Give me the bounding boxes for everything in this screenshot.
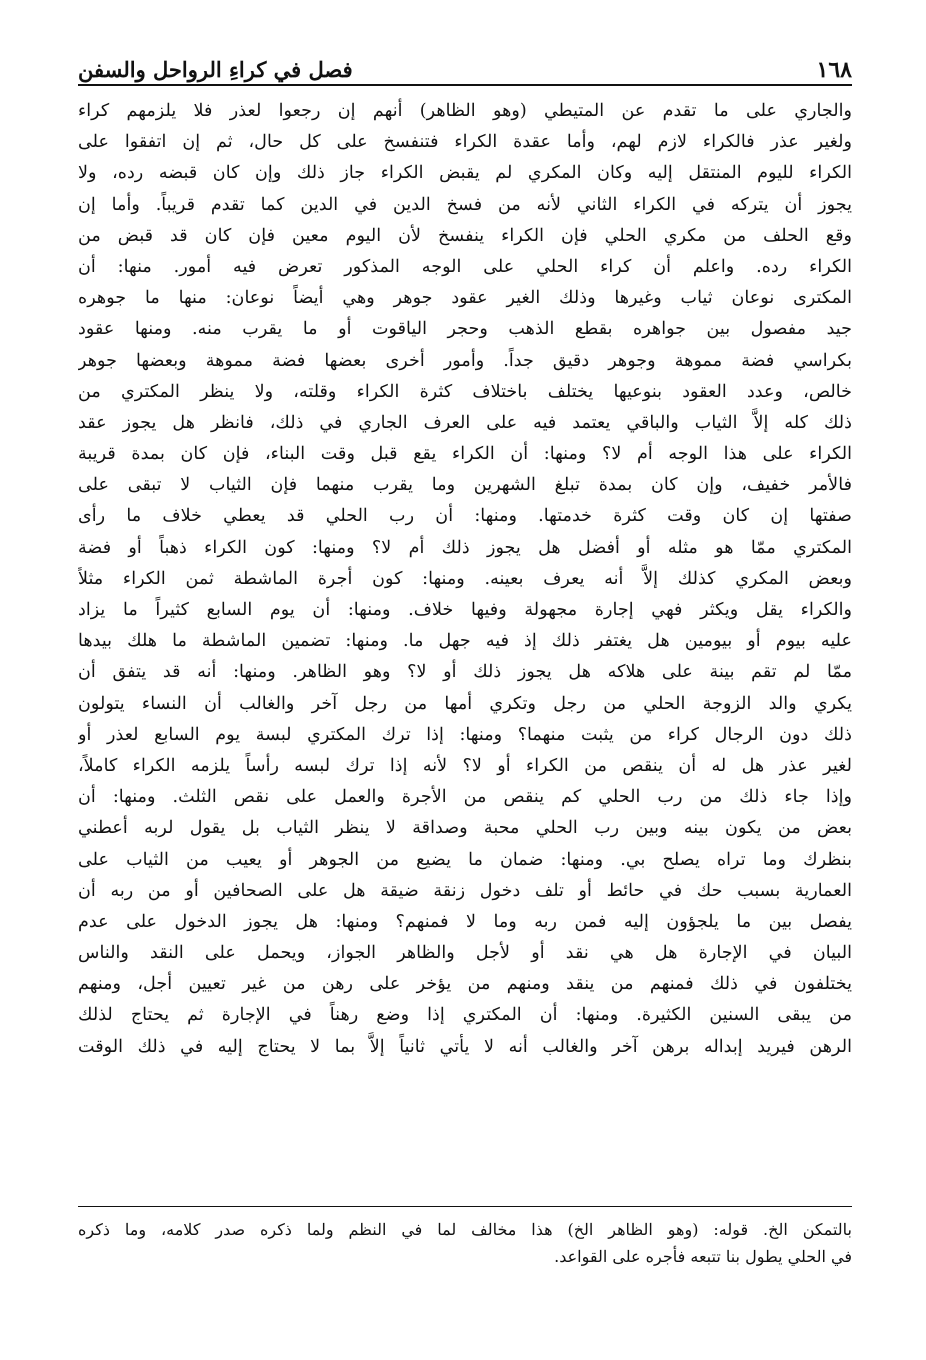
text-line: من يبقى السنين الكثيرة. ومنها: أن المكتري إذا وضع رهناً في الإجارة ثم يحتاج لذلك bbox=[78, 1005, 852, 1026]
text-line: والجاري على ما تقدم عن المتيطي (وهو الظاهر) أنهم إن رجعوا لعذر فلا يلزمهم كراء bbox=[78, 101, 852, 121]
text-line: لغير عذر هل له أن ينقص من الكراء أو لا؟ لأنه إذا ترك لبسه رأساً يلزمه الكراء كاملاً، bbox=[78, 755, 852, 776]
book-page bbox=[78, 40, 852, 1320]
text-line: المكتري ممّا هو مثله أو أفضل هل يجوز ذلك أم لا؟ ومنها: كون الكراء ذهباً أو فضة bbox=[78, 537, 852, 558]
text-line: والكراء يقل ويكثر فهي إجارة مجهولة وفيها خلاف. ومنها: أن يوم السابع كثيراً ما يزاد bbox=[78, 600, 852, 620]
text-line: يفصل بين ما يلجؤون إليه فمن ربه وما لا فمنهم؟ ومنها: هل يجوز الدخول على عدم bbox=[78, 911, 852, 932]
text-line: بكراسي فضة مموهة وجوهر دقيق جداً. وأمور أخرى بعضها فضة مموهة وبعضها جوهر bbox=[78, 350, 852, 371]
text-line: يجوز أن يتركه في الكراء الثاني لأنه من فسخ الدين في الدين كما تقدم قريباً. وأما إن bbox=[78, 194, 852, 215]
text-line: العمارية بسبب حك في حائط أو تلف دخول زنقة ضيقة هل على الصحافين أو من ربه أن bbox=[78, 880, 852, 901]
text-line: وإذا جاء ذلك من رب الحلي كم ينقص من الأجرة والعمل على نقص الثلث. ومنها: أن bbox=[78, 787, 852, 808]
page-header bbox=[78, 40, 852, 86]
text-line: ممّا لم تقم بينة على هلاكه هل يجوز ذلك أو لا؟ وهو الظاهر. ومنها: أنه قد يتفق أن bbox=[78, 662, 852, 683]
footnotes bbox=[78, 1216, 852, 1270]
text-line: ذلك دون الرجال كراء من يثبت منهما؟ ومنها: إذا ترك المكتري لبسة يوم السابع لعذر أو bbox=[78, 724, 852, 745]
text-line: جيد مفصول بين جواهره بقطع الذهب وحجر الياقوت أو ما يقرب منه. ومنها عقود bbox=[78, 319, 852, 340]
text-line: صفتها إن كان وقت كثرة خدمتها. ومنها: أن رب الحلي قد يعطي خلاف ما رأى bbox=[78, 506, 852, 527]
text-line: وبعض المكري كذلك إلاَّ أنه يعرف بعينه. ومنها: كون أجرة الماشطة ثمن الكراء مثلاً bbox=[78, 568, 852, 589]
text-line: عليه بيوم أو بيومين هل يغتفر ذلك إذ فيه جهل ما. ومنها: تضمين الماشطة ما هلك بيدها bbox=[78, 631, 852, 652]
text-line: البيان في الإجارة هل هي نقد أو لأجل والظاهر الجواز، ويحمل على النقد والناس bbox=[78, 943, 852, 964]
running-title: فصل في كراءِ الرواحل والسفن bbox=[78, 57, 353, 82]
text-line: يختلفون في ذلك فمنهم من ينقد ومنهم من يؤخر على رهن من غير تعيين أجل، ومنهم bbox=[78, 974, 852, 995]
text-line: بعض من يكون بينه وبين رب الحلي محبة وصداقة لا ينظر الثياب بل يقول لربه أعطني bbox=[78, 818, 852, 839]
text-line: الكراء رده. واعلم أن كراء الحلي على الوجه المذكور تعرض فيه أمور. منها: أن bbox=[78, 256, 852, 277]
text-line: الرهن فيريد إبداله برهن آخر والغالب أنه لا يأتي ثانياً إلاَّ بما لا يحتاج إليه في ذلك الوقت bbox=[78, 1036, 852, 1057]
text-line: بنظرك وما تراه يصلح بي. ومنها: ضمان ما يضيع من الجوهر أو يعيب من الثياب على bbox=[78, 849, 852, 870]
footnote-line: بالتمكن الخ. قوله: (وهو الظاهر الخ) هذا مخالف لما في النظم ولما ذكره صدر كلامه، وما ذكره bbox=[78, 1220, 852, 1239]
text-line: وقع الحلف من مكري الحلي فإن الكراء ينفسخ لأن اليوم معين فإن كان قد قبض من bbox=[78, 225, 852, 246]
main-text bbox=[78, 96, 852, 1063]
text-line: ولغير عذر فالكراء لازم لهم، وأما عقدة الكراء فتنفسخ على كل حال، ثم إن اتفقوا على bbox=[78, 132, 852, 153]
text-line: المكترى نوعان ثياب وغيرها وذلك الغير عقود جوهر وهي أيضاً نوعان: منها ما جوهره bbox=[78, 288, 852, 309]
text-line: الكراء لليوم المنتقل إليه وكان المكري لم يقبض الكراء جاز ذلك وإن كان قبضه رده، ولا bbox=[78, 163, 852, 184]
text-line: فالأمر خفيف، وإن كان بمدة تبلغ الشهرين وما يقرب منهما فإن الثياب لا تبقى على bbox=[78, 475, 852, 496]
footnote-divider bbox=[78, 1206, 852, 1207]
page-number: ١٦٨ bbox=[816, 57, 852, 83]
text-line: يكري والد الزوجة الحلي من رجل وتكري أمها من رجل آخر والغالب أن النساء يتولون bbox=[78, 693, 852, 714]
text-line: خالص، وعدد العقود بنوعيها يختلف باختلاف كثرة الكراء وقلته، ولا ينظر المكتري من bbox=[78, 381, 852, 402]
text-line: الكراء على هذا الوجه أم لا؟ ومنها: أن الكراء يقع قبل وقت البناء، فإن كان بمدة قريبة bbox=[78, 444, 852, 465]
text-line: ذلك كله إلاَّ الثياب والباقي يعتمد فيه على العرف الجاري في ذلك، فانظر هل يجوز عقد bbox=[78, 412, 852, 433]
footnote-line: في الحلي يطول بنا تتبعه فأجره على القواعد. bbox=[554, 1247, 852, 1266]
